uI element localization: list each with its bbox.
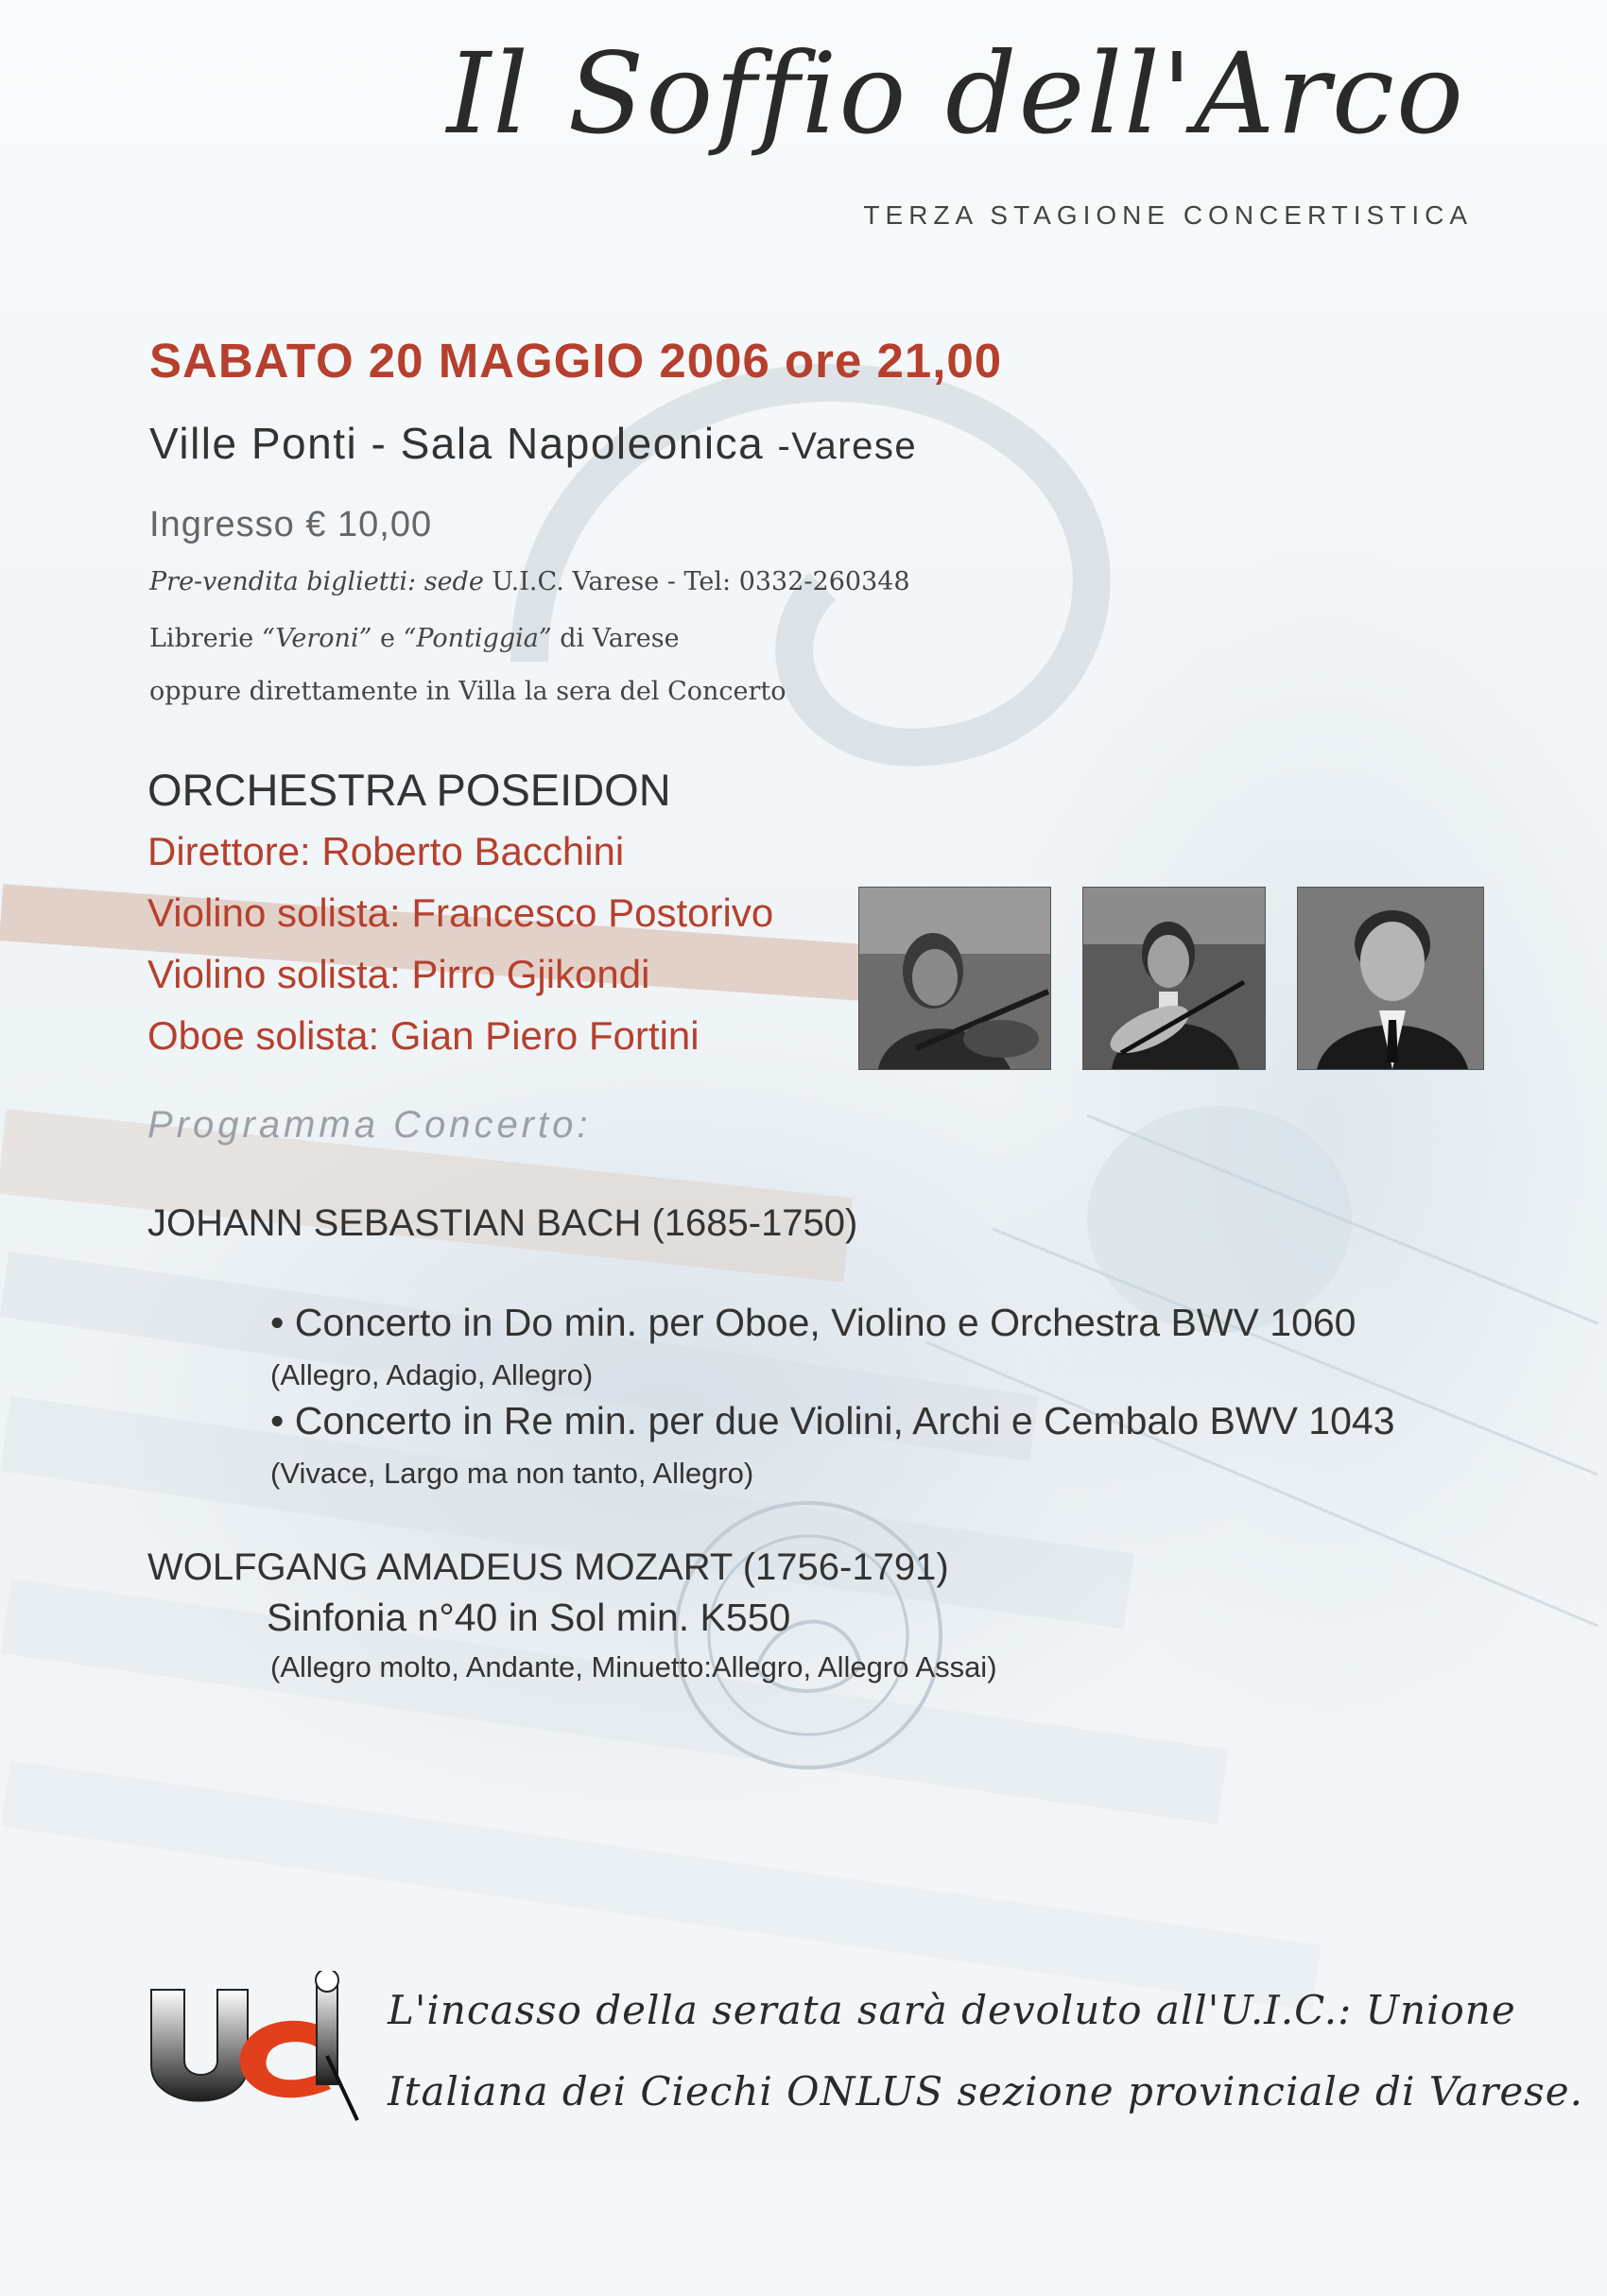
bookshops-conjunction: e	[372, 624, 404, 653]
presale-label: Pre-vendita biglietti: sede	[149, 567, 484, 596]
donation-note-line2: Italiana dei Ciechi ONLUS sezione provinciale di Varese.	[388, 2068, 1583, 2115]
uic-logo	[142, 1971, 359, 2122]
venue-city: -Varese	[777, 425, 918, 467]
bookshops-label: Librerie	[149, 624, 262, 653]
work-bwv-1060-movements: (Allegro, Adagio, Allegro)	[270, 1358, 594, 1391]
photo-soloist-fortini	[1297, 887, 1484, 1070]
program-heading: Programma Concerto:	[147, 1104, 592, 1146]
presale-contact: U.I.C. Varese - Tel: 0332-260348	[483, 567, 910, 596]
work-k550-movements: (Allegro molto, Andante, Minuetto:Allegro, Allegro Assai)	[270, 1650, 997, 1683]
work-k550: Sinfonia n°40 in Sol min. K550	[267, 1596, 791, 1639]
role-conductor: Direttore: Roberto Bacchini	[147, 829, 625, 873]
donation-note-line1: L'incasso della serata sarà devoluto all'U.I.C.: Unione	[388, 1987, 1516, 2033]
photo-soloist-gjikondi	[1082, 887, 1266, 1070]
role-violin-soloist-2: Violino solista: Pirro Gjikondi	[147, 952, 650, 996]
orchestra-name: ORCHESTRA POSEIDON	[147, 765, 671, 815]
bookshop-veroni: “Veroni”	[261, 624, 372, 653]
photo-soloist-postorivo	[858, 887, 1051, 1070]
door-sale-info: oppure direttamente in Villa la sera del Concerto	[149, 677, 786, 706]
composer-bach: JOHANN SEBASTIAN BACH (1685-1750)	[147, 1202, 858, 1244]
composer-mozart: WOLFGANG AMADEUS MOZART (1756-1791)	[147, 1546, 949, 1588]
role-oboe-soloist: Oboe solista: Gian Piero Fortini	[147, 1013, 700, 1058]
bookshop-pontiggia: “Pontiggia”	[403, 624, 552, 653]
festival-subtitle: TERZA STAGIONE CONCERTISTICA	[863, 200, 1473, 230]
festival-title: Il Soffio dell'Arco	[446, 28, 1465, 159]
role-violin-soloist-1: Violino solista: Francesco Postorivo	[147, 890, 774, 935]
ticket-price: Ingresso € 10,00	[149, 505, 433, 544]
bookshops-city: di Varese	[551, 624, 680, 653]
event-venue	[149, 418, 917, 469]
event-date-time: SABATO 20 MAGGIO 2006 ore 21,00	[149, 334, 1003, 388]
venue-main: Ville Ponti - Sala Napoleonica	[149, 419, 765, 468]
presale-info	[149, 567, 910, 596]
bookshops-info	[149, 624, 680, 653]
work-bwv-1060: • Concerto in Do min. per Oboe, Violino e Orchestra BWV 1060	[270, 1301, 1356, 1344]
work-bwv-1043-movements: (Vivace, Largo ma non tanto, Allegro)	[270, 1457, 754, 1490]
work-bwv-1043: • Concerto in Re min. per due Violini, Archi e Cembalo BWV 1043	[270, 1399, 1395, 1442]
